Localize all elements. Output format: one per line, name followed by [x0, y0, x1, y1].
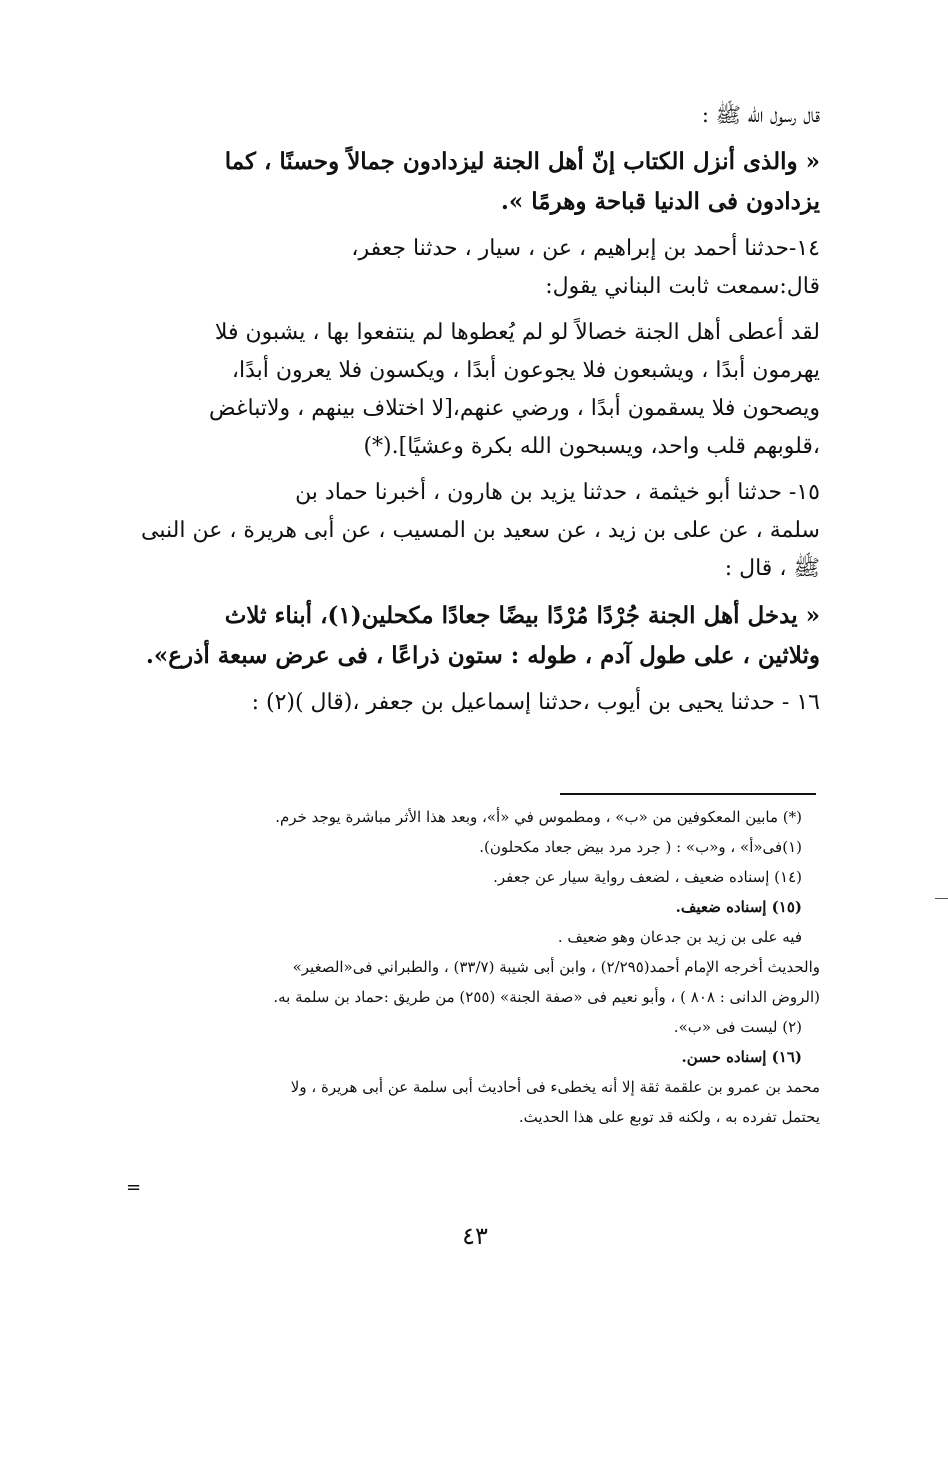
- footnote: (الروض الدانى : ٨٠٨ ) ، وأبو نعيم فى «صفة الجنة» (٢٥٥) من طريق :حماد بن سلمة به.: [273, 988, 820, 1006]
- hadith-1: [120, 142, 820, 222]
- main-text: [120, 96, 820, 722]
- footnote: والحديث أخرجه الإمام أحمد(٢/٢٩٥) ، وابن أبى شيبة (٣٣/٧) ، والطبراني فى«الصغير»: [292, 958, 820, 976]
- hadith-1-line: يزدادون فى الدنيا قباحة وهرمًا ».: [500, 188, 820, 215]
- hadith-2: [120, 596, 820, 676]
- continuation-mark: =: [126, 1177, 142, 1198]
- margin-tick: [935, 898, 948, 899]
- footnote: (١)فى«أ» ، و«ب» : ( جرد مرد بيض جعاد مكحلون).: [479, 838, 802, 856]
- hadith-2-line: « يدخل أهل الجنة جُرْدًا مُرْدًا بيضًا جعادًا مكحلين(١)، أبناء ثلاث: [224, 602, 820, 629]
- narration-15: [120, 474, 820, 588]
- footnote: فيه على بن زيد بن جدعان وهو ضعيف .: [557, 928, 802, 946]
- narration-14: [120, 230, 820, 306]
- hadith-1-line: « والذى أنزل الكتاب إنّ أهل الجنة ليزدادون جمالاً وحسنًا ، كما: [224, 148, 820, 175]
- narration-14-text: [120, 314, 820, 466]
- narration-14-text-line: لقد أعطى أهل الجنة خصالاً لو لم يُعطوها لم ينتفعوا بها ، يشبون فلا: [214, 320, 820, 345]
- footnote: (١٤) إسناده ضعيف ، لضعف رواية سيار عن جعفر.: [493, 868, 802, 886]
- narration-14-line: ١٤-حدثنا أحمد بن إبراهيم ، عن ، سيار ، حدثنا جعفر،: [351, 236, 820, 261]
- narration-16-line: ١٦ - حدثنا يحيى بن أيوب ،حدثنا إسماعيل بن جعفر ،(قال )(٢) :: [251, 690, 820, 715]
- footnote: يحتمل تفرده به ، ولكنه قد توبع على هذا الحديث.: [518, 1108, 820, 1126]
- narration-15-line: ١٥- حدثنا أبو خيثمة ، حدثنا يزيد بن هارون ، أخبرنا حماد بن: [295, 480, 820, 505]
- footnote: محمد بن عمرو بن علقمة ثقة إلا أنه يخطىء فى أحاديث أبى سلمة عن أبى هريرة ، ولا: [290, 1078, 820, 1096]
- footnote-separator: [560, 793, 816, 795]
- narration-14-text-line: يهرمون أبدًا ، ويشبعون فلا يجوعون أبدًا ، ويكسون فلا يعرون أبدًا،: [231, 358, 820, 383]
- narration-14-text-line: ويصحون فلا يسقمون أبدًا ، ورضي عنهم،[لا اختلاف بينهم ، ولاتباغض: [209, 396, 820, 421]
- narration-14-line: قال:سمعت ثابت البناني يقول:: [545, 274, 820, 299]
- page-number: ٤٣: [462, 1222, 488, 1250]
- hadith-2-line: وثلاثين ، على طول آدم ، طوله : ستون ذراعًا ، فى عرض سبعة أذرع».: [145, 642, 820, 669]
- intro-line: قال رسول الله ﷺ :: [701, 103, 820, 127]
- narration-15-line: سلمة ، عن على بن زيد ، عن سعيد بن المسيب ، عن أبى هريرة ، عن النبى: [141, 518, 820, 543]
- narration-15-line: ﷺ ، قال :: [724, 556, 820, 581]
- footnote: (*) مابين المعكوفين من «ب» ، ومطموس في «أ»، وبعد هذا الأثر مباشرة يوجد خرم.: [275, 808, 802, 826]
- narration-16: [120, 684, 820, 722]
- narration-14-text-line: ،قلوبهم قلب واحد، ويسبحون الله بكرة وعشيًا].(*): [363, 434, 820, 459]
- footnote: (١٥) إسناده ضعيف.: [675, 898, 802, 916]
- footnotes: [120, 802, 820, 1132]
- footnote: (١٦) إسناده حسن.: [681, 1048, 802, 1066]
- footnote: (٢) ليست فى «ب».: [673, 1018, 802, 1036]
